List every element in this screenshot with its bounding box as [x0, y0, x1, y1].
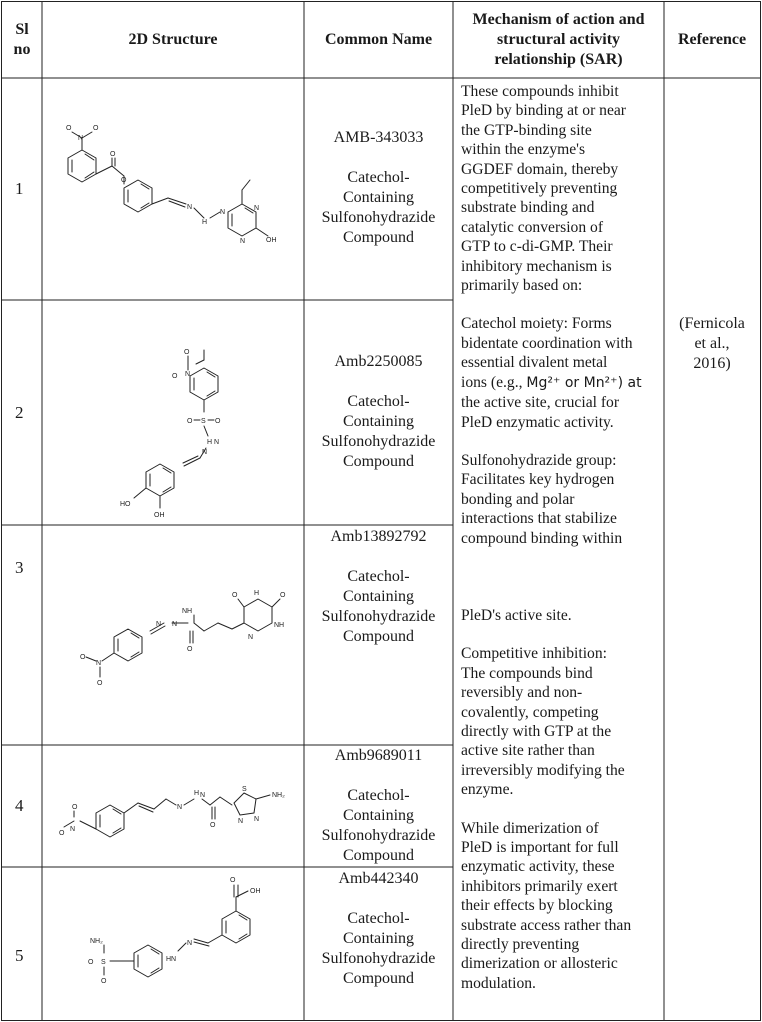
mechanism-line: essential divalent metal	[461, 354, 608, 372]
atom-label: N	[187, 940, 193, 947]
compound-class: Sulfonohydrazide	[321, 950, 436, 967]
mechanism-line: bidentate coordination with	[461, 334, 633, 352]
compound-class: Catechol-	[347, 787, 410, 804]
compound-class: Containing	[342, 588, 415, 605]
atom-label: N	[254, 816, 260, 823]
atom-label: S	[201, 418, 206, 425]
atom-label: N	[177, 804, 183, 811]
mechanism-line: modulation.	[461, 974, 536, 992]
atom-label: O	[232, 592, 238, 599]
atom-label: O	[121, 177, 127, 184]
header-structure: 2D Structure	[128, 31, 218, 48]
ion-mn: Mn²⁺	[583, 374, 618, 391]
row-3-common-name	[304, 527, 453, 647]
structure-1-image	[44, 80, 302, 298]
compound-class: Containing	[342, 807, 415, 824]
atom-label: N	[220, 209, 226, 216]
atom-label: OH	[266, 237, 277, 244]
mechanism-line: substrate access rather than	[461, 916, 632, 934]
ions-suffix: ) at	[617, 374, 642, 391]
atom-label: O	[93, 125, 99, 132]
atom-label: N	[187, 204, 193, 211]
compound-class: Containing	[342, 930, 415, 947]
compound-code: AMB-343033	[333, 129, 424, 146]
mechanism-line: catalytic conversion of	[461, 218, 604, 236]
atom-label: NH₂	[90, 938, 103, 945]
mechanism-paragraph-5	[461, 644, 661, 799]
atom-label: OH	[250, 888, 261, 895]
atom-label: O	[280, 592, 286, 599]
reference-cell	[664, 314, 760, 374]
mechanism-line: While dimerization of	[461, 819, 599, 837]
mechanism-line: compound binding within	[461, 529, 623, 547]
atom-label: O	[187, 418, 193, 425]
atom-label: NH	[182, 608, 193, 615]
ions-or: or	[560, 374, 584, 391]
compound-class: Catechol-	[347, 910, 410, 927]
compound-class: Catechol-	[347, 393, 410, 410]
compound-code: Amb2250085	[334, 353, 423, 370]
atom-label: O	[210, 822, 216, 829]
header-common-name: Common Name	[324, 31, 433, 48]
atom-label: S	[101, 959, 106, 966]
atom-label: HN	[166, 956, 177, 963]
row-2-slno: 2	[15, 403, 24, 422]
reference-line: et al.,	[694, 335, 730, 352]
atom-label: N	[248, 634, 254, 641]
mechanism-line: Competitive inhibition:	[461, 645, 607, 663]
compound-code: Amb9689011	[334, 747, 423, 764]
mechanism-line: PleD by binding at or near	[461, 102, 626, 120]
atom-label: H	[207, 439, 213, 446]
mechanism-line: covalently, competing	[461, 703, 599, 721]
mechanism-paragraph-2	[461, 314, 661, 431]
atom-label: H	[202, 219, 208, 226]
mechanism-line: directly preventing	[461, 936, 580, 954]
mechanism-line: competitively preventing	[461, 180, 618, 198]
reference-line: 2016)	[693, 355, 731, 372]
atom-label: O	[101, 978, 107, 985]
compound-class: Containing	[342, 189, 415, 206]
mechanism-line: dimerization or allosteric	[461, 955, 618, 973]
compound-code: Amb13892792	[330, 528, 427, 545]
atom-label: O	[66, 125, 72, 132]
header-slno-line: no	[13, 41, 31, 58]
mechanism-line: their effects by blocking	[461, 897, 613, 915]
compound-class: Catechol-	[347, 169, 410, 186]
atom-label: N	[96, 660, 102, 667]
mechanism-line: irreversibly modifying the	[461, 761, 625, 779]
mechanism-line: inhibitory mechanism is	[461, 257, 612, 275]
header-mechanism	[453, 10, 664, 70]
mechanism-paragraph-3	[461, 451, 661, 548]
atom-label: O	[184, 349, 190, 356]
mechanism-line: reversibly and non-	[461, 684, 583, 702]
reference-line: (Fernicola	[679, 315, 745, 332]
header-reference: Reference	[677, 31, 747, 48]
compound-class: Sulfonohydrazide	[321, 433, 436, 450]
atom-label: O	[215, 418, 221, 425]
atom-label: O	[80, 654, 86, 661]
atom-label: O	[88, 959, 94, 966]
atom-label: N	[78, 135, 84, 142]
atom-label: H	[254, 590, 260, 597]
row-4-slno: 4	[15, 796, 24, 815]
structure-3-image	[44, 527, 302, 743]
mechanism-line: Sulfonohydrazide group:	[461, 451, 617, 469]
metal-ions-line	[461, 374, 642, 391]
header-mechanism-line: Mechanism of action and	[472, 11, 645, 28]
atom-label: N	[254, 205, 260, 212]
atom-label: O	[72, 804, 78, 811]
row-1-common-name	[304, 128, 453, 248]
structure-5-image	[44, 869, 302, 1019]
row-5-common-name	[304, 869, 453, 989]
atom-label: N	[240, 238, 246, 245]
mechanism-line: directly with GTP at the	[461, 722, 612, 740]
atom-label: HO	[120, 501, 131, 508]
mechanism-line: substrate binding and	[461, 199, 595, 217]
atom-label: N	[202, 449, 208, 456]
atom-label: NH₂	[272, 792, 285, 799]
mechanism-line: PleD is important for full	[461, 839, 619, 856]
atom-label: NH	[274, 622, 285, 629]
structure-4-image	[44, 747, 302, 865]
compound-class: Containing	[342, 413, 415, 430]
compound-class: Compound	[342, 847, 415, 864]
mechanism-line: enzymatic activity, these	[461, 858, 615, 876]
mechanism-line: bonding and polar	[461, 490, 575, 508]
mechanism-line: Catechol moiety: Forms	[461, 315, 612, 333]
mechanism-paragraph-6	[461, 819, 661, 994]
header-mechanism-line: structural activity	[496, 31, 621, 48]
compound-class: Compound	[342, 453, 415, 470]
row-4-common-name	[304, 746, 453, 866]
mechanism-line: Facilitates key hydrogen	[461, 471, 615, 489]
atom-label: H	[194, 790, 200, 797]
row-2-common-name	[304, 352, 453, 472]
atom-label: N	[200, 792, 206, 799]
mechanism-line: GTP to c-di-GMP. Their	[461, 238, 613, 256]
atom-label: N	[70, 826, 76, 833]
row-1-slno: 1	[15, 179, 24, 198]
row-5-slno: 5	[15, 946, 24, 965]
compound-class: Sulfonohydrazide	[321, 209, 436, 226]
mechanism-line: GGDEF domain, thereby	[461, 160, 619, 178]
header-slno-line: Sl	[15, 21, 29, 38]
compound-class: Sulfonohydrazide	[321, 827, 436, 844]
mechanism-line: interactions that stabilize	[461, 510, 617, 528]
mechanism-line: PleD's active site.	[461, 606, 572, 624]
atom-label: O	[97, 680, 103, 687]
atom-label: N	[156, 621, 162, 628]
atom-label: N	[238, 818, 244, 825]
compound-class: Compound	[342, 970, 415, 987]
atom-label: O	[230, 877, 236, 884]
mechanism-line: The compounds bind	[461, 664, 593, 682]
atom-label: OH	[154, 512, 165, 519]
atom-label: N	[185, 371, 191, 378]
atom-label: N	[214, 439, 220, 446]
atom-label: O	[187, 646, 193, 653]
compound-class: Compound	[342, 628, 415, 645]
mechanism-line: within the enzyme's	[461, 141, 586, 159]
compound-code: Amb442340	[338, 870, 419, 887]
ion-mg: Mg²⁺	[526, 374, 561, 391]
atom-label: N	[172, 621, 178, 628]
compound-class: Sulfonohydrazide	[321, 608, 436, 625]
compound-class: Compound	[342, 229, 415, 246]
mechanism-text	[461, 82, 661, 993]
mechanism-paragraph-4	[461, 606, 661, 625]
mechanism-line: the GTP-binding site	[461, 121, 592, 139]
mechanism-line: active site rather than	[461, 742, 595, 760]
mechanism-line: primarily based on:	[461, 277, 583, 295]
atom-label: S	[242, 786, 247, 793]
mechanism-line: PleD enzymatic activity.	[461, 413, 614, 431]
mechanism-line: the active site, crucial for	[461, 394, 620, 412]
mechanism-line: These compounds inhibit	[461, 83, 619, 100]
compound-class: Catechol-	[347, 568, 410, 585]
row-3-slno: 3	[15, 558, 24, 577]
header-slno	[2, 20, 42, 60]
atom-label: O	[110, 151, 116, 158]
mechanism-line: enzyme.	[461, 781, 514, 799]
structure-2-image	[44, 302, 302, 523]
atom-label: O	[172, 373, 178, 380]
ions-prefix: ions (e.g.,	[461, 373, 527, 391]
mechanism-line: inhibitors primarily exert	[461, 877, 618, 895]
atom-label: O	[59, 830, 65, 837]
header-mechanism-line: relationship (SAR)	[494, 51, 623, 68]
mechanism-paragraph-1	[461, 82, 661, 295]
